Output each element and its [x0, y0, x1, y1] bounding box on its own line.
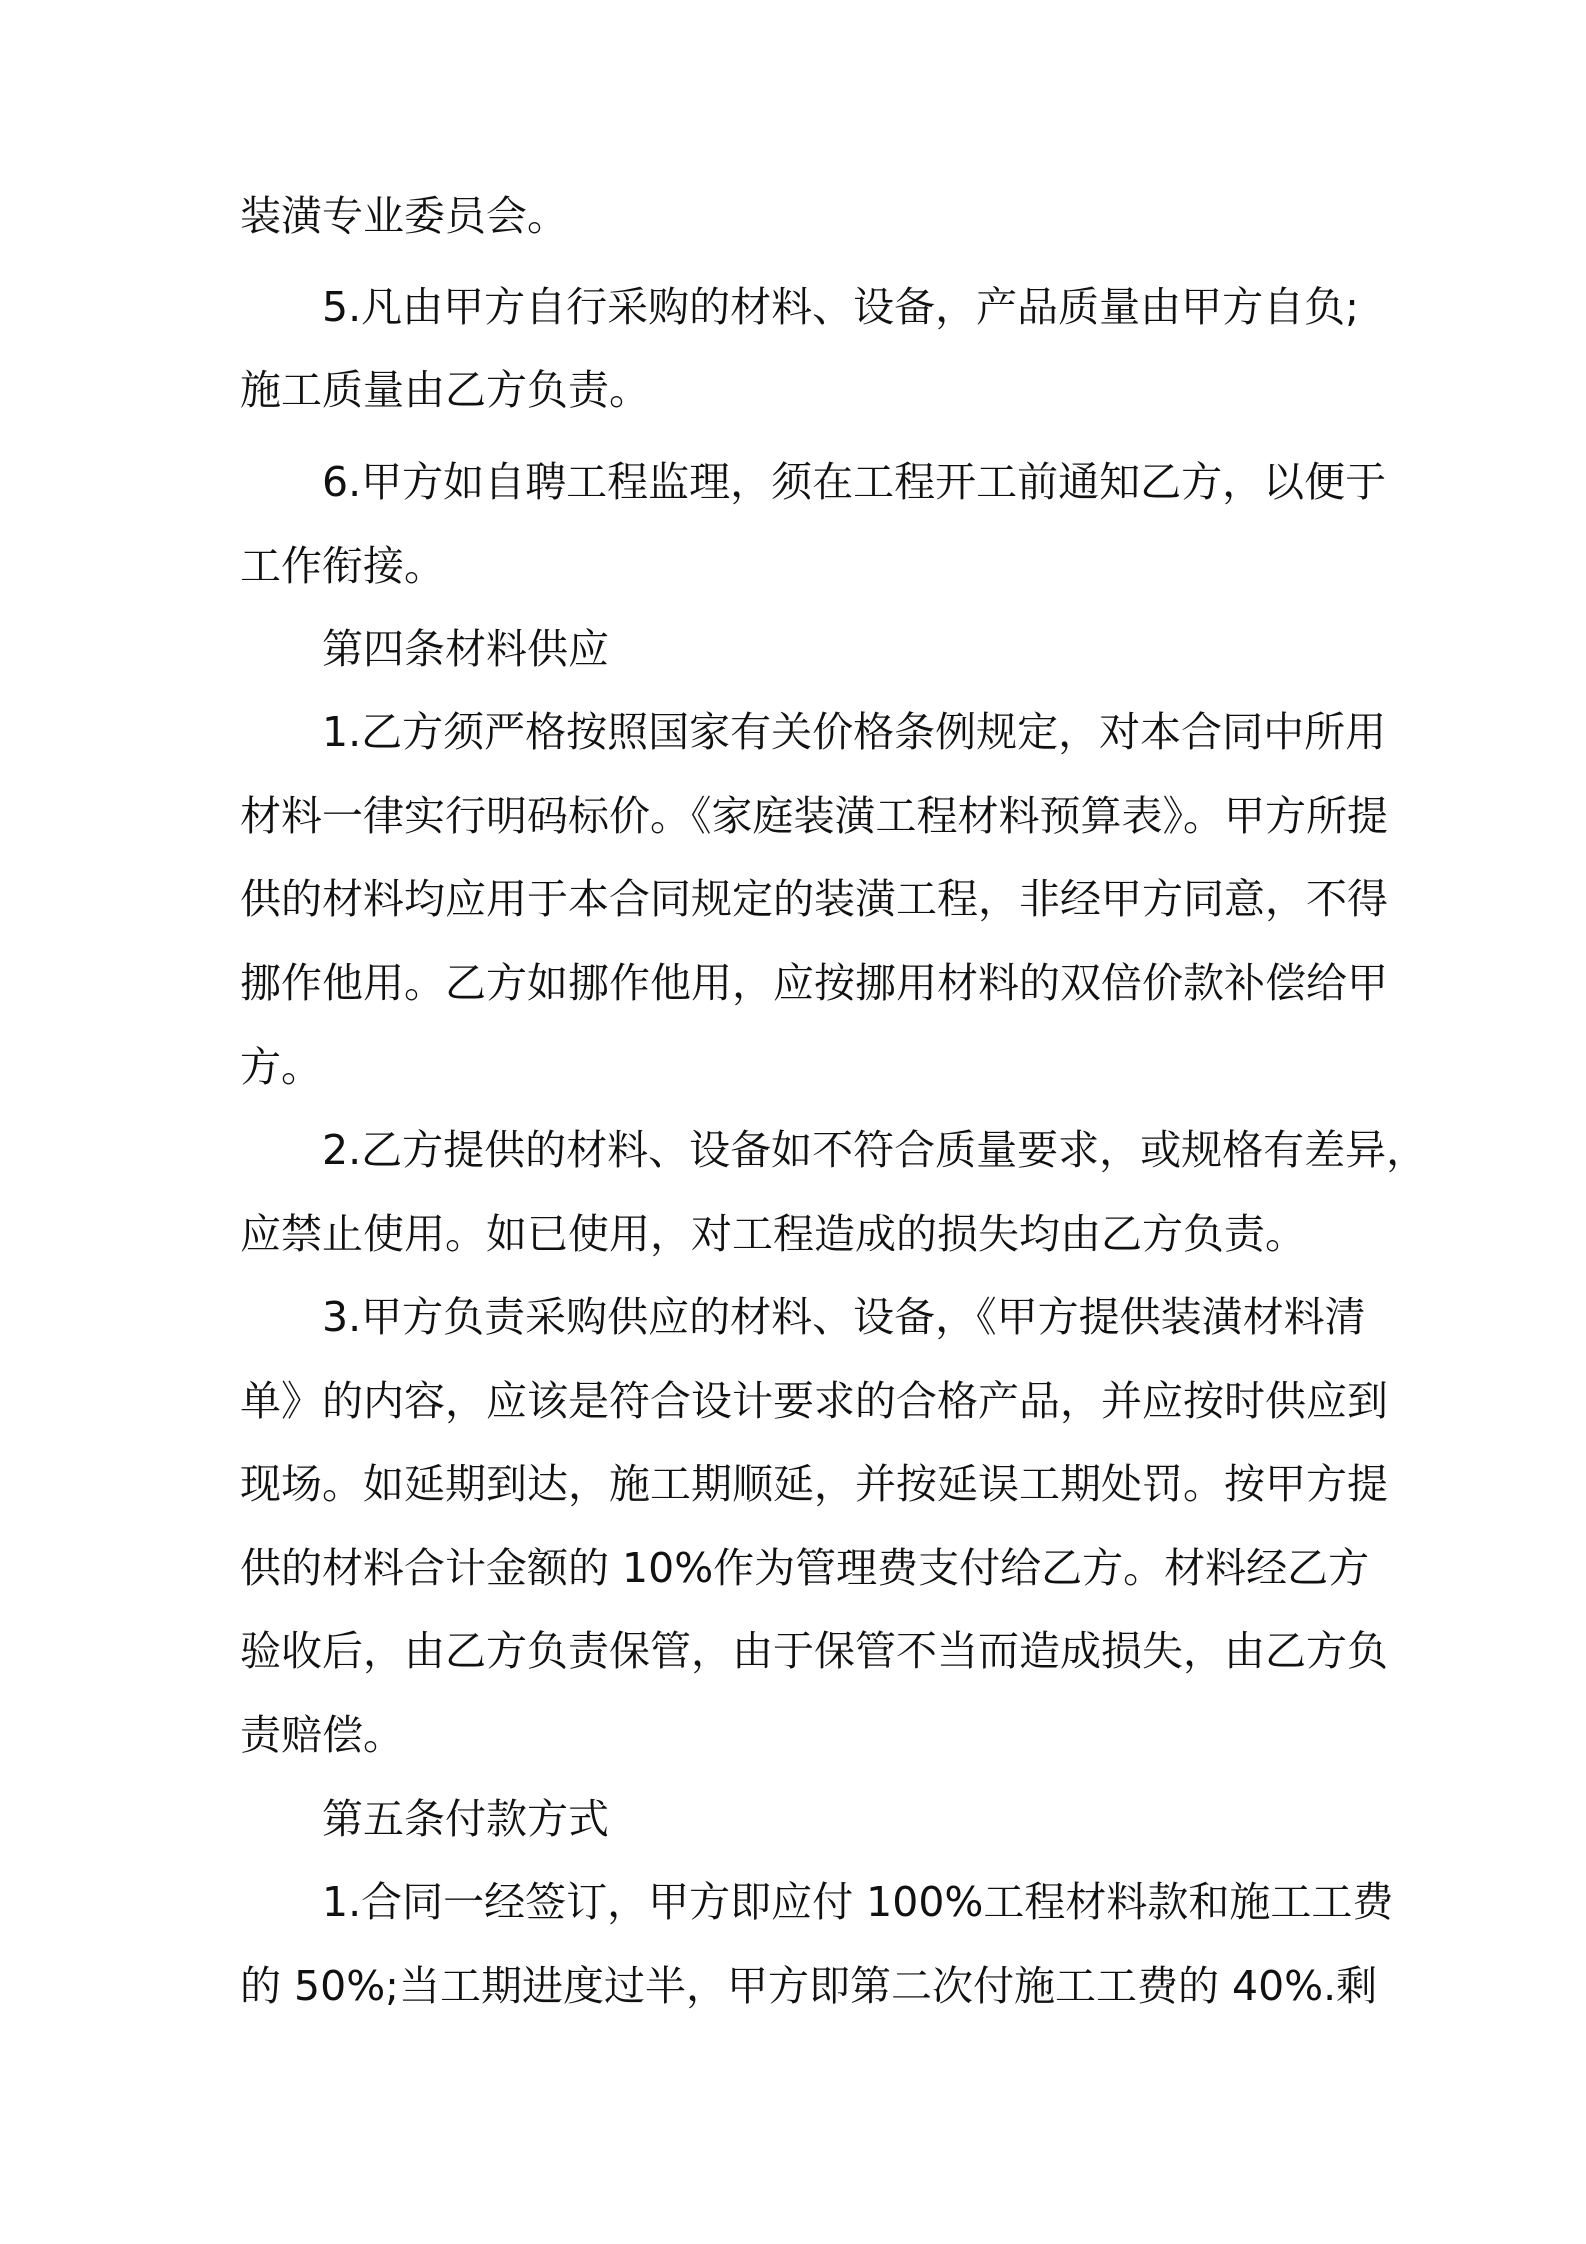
section-heading: 第五条付款方式	[322, 1795, 609, 1843]
text-line: 1.合同一经签订，甲方即应付 100%工程材料款和施工工费	[322, 1878, 1394, 1926]
text-line: 应禁止使用。如已使用，对工程造成的损失均由乙方负责。	[240, 1210, 1306, 1258]
text-line: 6.甲方如自聘工程监理，须在工程开工前通知乙方，以便于	[322, 458, 1387, 506]
text-line: 挪作他用。乙方如挪作他用，应按挪用材料的双倍价款补偿给甲	[240, 959, 1388, 1007]
text-line: 装潢专业委员会。	[240, 192, 568, 240]
text-line: 方。	[240, 1043, 322, 1091]
text-line: 材料一律实行明码标价。《家庭装潢工程材料预算表》。甲方所提	[240, 792, 1388, 840]
text-line: 工作衔接。	[240, 542, 445, 590]
text-line: 现场。如延期到达，施工期顺延，并按延误工期处罚。按甲方提	[240, 1460, 1388, 1508]
text-line: 的 50%;当工期进度过半，甲方即第二次付施工工费的 40%.剩	[240, 1962, 1378, 2010]
text-line: 3.甲方负责采购供应的材料、设备，《甲方提供装潢材料清	[322, 1293, 1366, 1341]
text-line: 2.乙方提供的材料、设备如不符合质量要求，或规格有差异，	[322, 1126, 1428, 1174]
text-line: 验收后，由乙方负责保管，由于保管不当而造成损失，由乙方负	[240, 1627, 1388, 1675]
text-line: 5.凡由甲方自行采购的材料、设备，产品质量由甲方自负;	[322, 283, 1359, 331]
section-heading: 第四条材料供应	[322, 625, 609, 673]
text-line: 单》的内容，应该是符合设计要求的合格产品，并应按时供应到	[240, 1377, 1388, 1425]
text-line: 供的材料均应用于本合同规定的装潢工程，非经甲方同意，不得	[240, 875, 1388, 923]
text-line: 施工质量由乙方负责。	[240, 366, 650, 414]
text-line: 1.乙方须严格按照国家有关价格条例规定，对本合同中所用	[322, 708, 1387, 756]
text-line: 供的材料合计金额的 10%作为管理费支付给乙方。材料经乙方	[240, 1544, 1370, 1592]
text-line: 责赔偿。	[240, 1711, 404, 1759]
